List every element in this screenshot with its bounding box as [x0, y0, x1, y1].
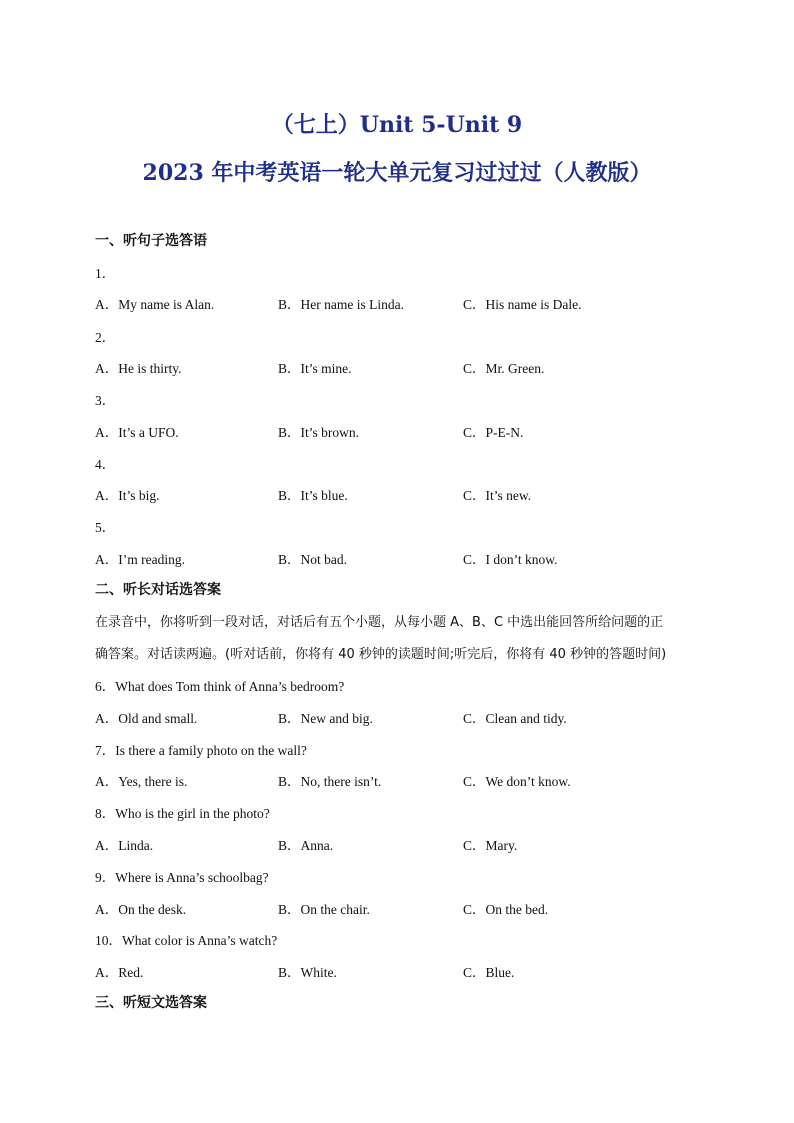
option-b: B．It’s brown. — [278, 425, 359, 440]
question-text: 10．What color is Anna’s watch? — [95, 933, 278, 948]
question-text: 7．Is there a family photo on the wall? — [95, 743, 307, 758]
question-number: 3． — [95, 393, 116, 408]
option-c: C．Mr. Green. — [463, 361, 545, 376]
option-b: B．White. — [278, 965, 337, 980]
question-number: 5． — [95, 520, 116, 535]
option-b: B．It’s mine. — [278, 361, 352, 376]
instructions-line-2: 确答案。对话读两遍。(听对话前，你将有 40 秒钟的读题时间;听完后，你将有 40 秒钟的答题时间) — [95, 647, 667, 662]
option-a: A．Old and small. — [95, 711, 198, 726]
option-a: A．It’s big. — [95, 488, 160, 503]
option-a: A．I’m reading. — [95, 552, 185, 567]
section-heading-2: 二、听长对话选答案 — [95, 582, 221, 598]
option-c: C．We don’t know. — [463, 774, 571, 789]
option-c: C．P-E-N. — [463, 425, 524, 440]
option-c: C．It’s new. — [463, 488, 532, 503]
section-heading-3: 三、听短文选答案 — [95, 995, 207, 1011]
question-number: 2． — [95, 330, 116, 345]
document-title-unit: （七上）Unit 5-Unit 9 — [271, 112, 523, 138]
option-c: C．His name is Dale. — [463, 297, 582, 312]
option-b: B．Anna. — [278, 838, 334, 853]
instructions-line-1: 在录音中，你将听到一段对话，对话后有五个小题，从每小题 A、B、C 中选出能回答所给问题的正 — [95, 615, 664, 630]
option-a: A．Linda. — [95, 838, 154, 853]
document-title-main: 2023 年中考英语一轮大单元复习过过过（人教版） — [142, 160, 652, 186]
option-c: C．I don’t know. — [463, 552, 558, 567]
question-text: 6．What does Tom think of Anna’s bedroom? — [95, 679, 345, 694]
option-a: A．On the desk. — [95, 902, 187, 917]
option-c: C．Clean and tidy. — [463, 711, 567, 726]
option-a: A．Yes, there is. — [95, 774, 188, 789]
question-text: 9．Where is Anna’s schoolbag? — [95, 870, 269, 885]
option-a: A．My name is Alan. — [95, 297, 215, 312]
option-a: A．It’s a UFO. — [95, 425, 179, 440]
question-number: 1． — [95, 266, 116, 281]
option-b: B．It’s blue. — [278, 488, 348, 503]
option-a: A．Red. — [95, 965, 144, 980]
option-b: B．New and big. — [278, 711, 373, 726]
option-a: A．He is thirty. — [95, 361, 182, 376]
option-c: C．On the bed. — [463, 902, 549, 917]
question-text: 8．Who is the girl in the photo? — [95, 806, 270, 821]
option-b: B．No, there isn’t. — [278, 774, 382, 789]
option-b: B．Her name is Linda. — [278, 297, 404, 312]
question-number: 4． — [95, 457, 116, 472]
option-c: C．Mary. — [463, 838, 518, 853]
option-c: C．Blue. — [463, 965, 515, 980]
option-b: B．Not bad. — [278, 552, 347, 567]
section-heading-1: 一、听句子选答语 — [95, 233, 207, 249]
option-b: B．On the chair. — [278, 902, 370, 917]
